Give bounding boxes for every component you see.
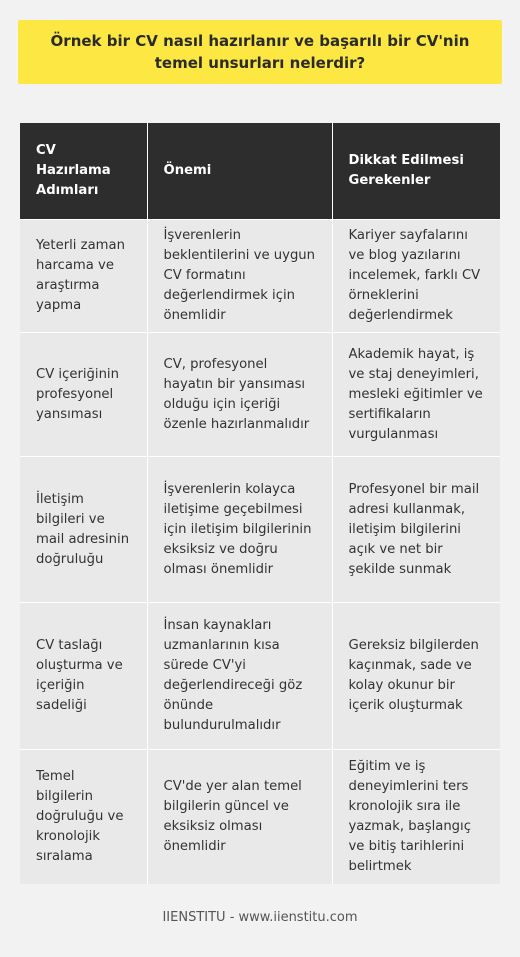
- table-cell: Yeterli zaman harcama ve araştırma yapma: [20, 220, 147, 333]
- table-row: [20, 220, 500, 333]
- footer-credit: IIENSTITU - www.iienstitu.com: [162, 910, 358, 925]
- table-row: [20, 457, 500, 603]
- column-header-attention: Dikkat Edilmesi Gerekenler: [332, 123, 500, 220]
- table-cell: İşverenlerin kolayca iletişime geçebilmesi için iletişim bilgilerinin eksiksiz ve doğru olması önemlidir: [147, 457, 332, 603]
- table-cell: Eğitim ve iş deneyimlerini ters kronolojik sıra ile yazmak, başlangıç ve bitiş tarihlerini belirtmek: [332, 750, 500, 885]
- table-cell: Kariyer sayfalarını ve blog yazılarını incelemek, farklı CV örneklerini değerlendirmek: [332, 220, 500, 333]
- page-title: Örnek bir CV nasıl hazırlanır ve başarılı bir CV'nin temel unsurları nelerdir?: [50, 32, 470, 72]
- column-header-importance: Önemi: [147, 123, 332, 220]
- table-cell: CV içeriğinin profesyonel yansıması: [20, 333, 147, 457]
- table-cell: Profesyonel bir mail adresi kullanmak, iletişim bilgilerini açık ve net bir şekilde sunmak: [332, 457, 500, 603]
- table-cell: İşverenlerin beklentilerini ve uygun CV formatını değerlendirmek için önemlidir: [147, 220, 332, 333]
- table-cell: Temel bilgilerin doğruluğu ve kronolojik sıralama: [20, 750, 147, 885]
- table-cell: Gereksiz bilgilerden kaçınmak, sade ve kolay okunur bir içerik oluşturmak: [332, 603, 500, 750]
- table-row: [20, 750, 500, 885]
- title-banner: [18, 20, 502, 84]
- table-cell: CV taslağı oluşturma ve içeriğin sadeliği: [20, 603, 147, 750]
- table-cell: CV, profesyonel hayatın bir yansıması olduğu için içeriği özenle hazırlanmalıdır: [147, 333, 332, 457]
- table-row: [20, 333, 500, 457]
- table-row: [20, 603, 500, 750]
- table-header-row: [20, 123, 500, 220]
- table-cell: CV'de yer alan temel bilgilerin güncel ve eksiksiz olması önemlidir: [147, 750, 332, 885]
- table-cell: İletişim bilgileri ve mail adresinin doğruluğu: [20, 457, 147, 603]
- column-header-steps: CV Hazırlama Adımları: [20, 123, 147, 220]
- table-cell: Akademik hayat, iş ve staj deneyimleri, mesleki eğitimler ve sertifikaların vurgulanması: [332, 333, 500, 457]
- table-cell: İnsan kaynakları uzmanlarının kısa sürede CV'yi değerlendireceği göz önünde bulundurulmalıdır: [147, 603, 332, 750]
- cv-steps-table: [20, 123, 500, 884]
